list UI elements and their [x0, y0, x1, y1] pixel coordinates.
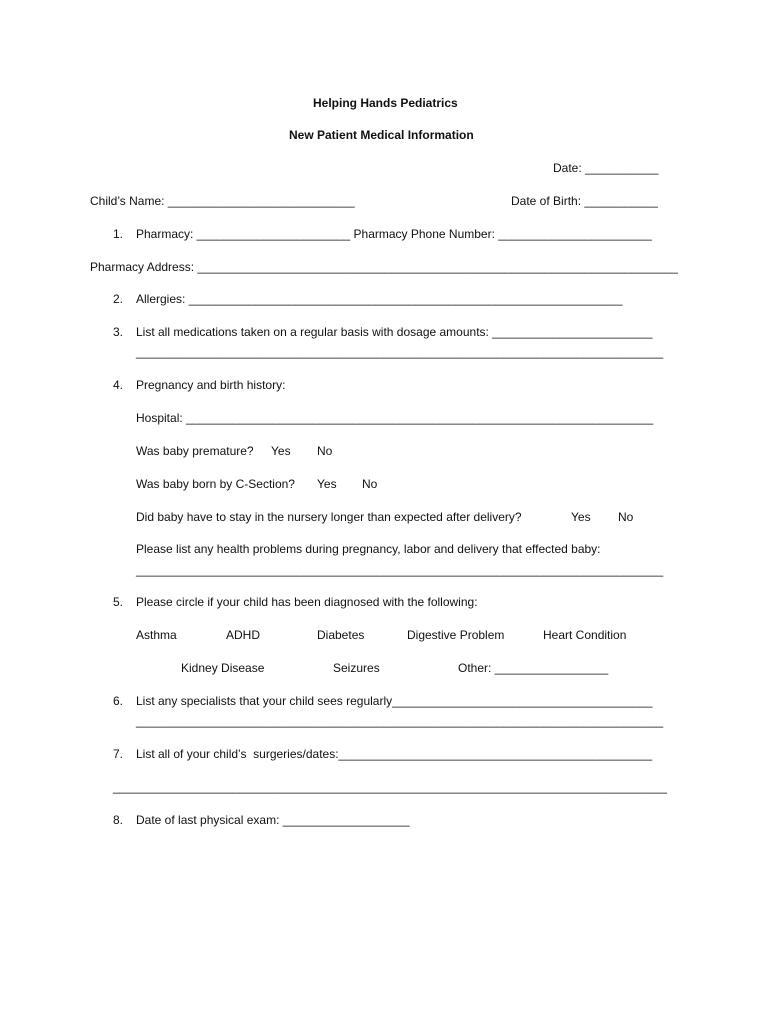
- item-number-5: 5.: [113, 595, 124, 609]
- premature-yes-option[interactable]: Yes: [271, 444, 291, 458]
- premature-question: Was baby premature?: [136, 444, 254, 458]
- item-number-6: 6.: [113, 694, 124, 708]
- allergies-field[interactable]: Allergies: _________________________________________________________________: [136, 292, 623, 306]
- specialists-line-2[interactable]: _______________________________________________________________________________: [136, 714, 664, 728]
- date-field[interactable]: Date: ___________: [553, 161, 659, 175]
- csection-no-option[interactable]: No: [362, 477, 378, 491]
- hospital-field[interactable]: Hospital: ______________________________________________________________________: [136, 411, 654, 425]
- condition-other-field[interactable]: Other: _________________: [458, 661, 609, 675]
- surgeries-line-2[interactable]: ___________________________________________________________________________________: [113, 780, 667, 794]
- item-number-3: 3.: [113, 325, 124, 339]
- item-number-8: 8.: [113, 813, 124, 827]
- condition-seizures[interactable]: Seizures: [333, 661, 380, 675]
- condition-asthma[interactable]: Asthma: [136, 628, 177, 642]
- health-problems-line-2[interactable]: _______________________________________________________________________________: [136, 563, 664, 577]
- form-title: New Patient Medical Information: [289, 128, 474, 142]
- condition-digestive-problem[interactable]: Digestive Problem: [407, 628, 505, 642]
- physical-exam-field[interactable]: Date of last physical exam: ___________________: [136, 813, 410, 827]
- item-number-4: 4.: [113, 378, 124, 392]
- condition-heart-condition[interactable]: Heart Condition: [543, 628, 627, 642]
- health-problems-question: Please list any health problems during pregnancy, labor and delivery that effected baby:: [136, 542, 601, 556]
- item-number-1: 1.: [113, 227, 124, 241]
- nursery-no-option[interactable]: No: [618, 510, 634, 524]
- date-of-birth-field[interactable]: Date of Birth: ___________: [511, 194, 658, 208]
- practice-name: Helping Hands Pediatrics: [313, 96, 458, 110]
- nursery-question: Did baby have to stay in the nursery longer than expected after delivery?: [136, 510, 522, 524]
- diagnosed-heading: Please circle if your child has been diagnosed with the following:: [136, 595, 478, 609]
- item-number-7: 7.: [113, 747, 124, 761]
- specialists-field[interactable]: List any specialists that your child sees regularly_______________________________________: [136, 694, 653, 708]
- premature-no-option[interactable]: No: [317, 444, 333, 458]
- medications-line-2[interactable]: _______________________________________________________________________________: [136, 345, 664, 359]
- childs-name-field[interactable]: Child’s Name: ____________________________: [90, 194, 355, 208]
- pregnancy-heading: Pregnancy and birth history:: [136, 378, 286, 392]
- condition-kidney-disease[interactable]: Kidney Disease: [181, 661, 265, 675]
- condition-adhd[interactable]: ADHD: [226, 628, 261, 642]
- medications-field[interactable]: List all medications taken on a regular basis with dosage amounts: ________________________: [136, 325, 653, 339]
- csection-question: Was baby born by C-Section?: [136, 477, 295, 491]
- pharmacy-field[interactable]: Pharmacy: _______________________ Pharmacy Phone Number: _______________________: [136, 227, 652, 241]
- surgeries-field[interactable]: List all of your child’s surgeries/dates:_______________________________________________: [136, 747, 653, 761]
- csection-yes-option[interactable]: Yes: [317, 477, 337, 491]
- condition-diabetes[interactable]: Diabetes: [317, 628, 365, 642]
- item-number-2: 2.: [113, 292, 124, 306]
- nursery-yes-option[interactable]: Yes: [571, 510, 591, 524]
- pharmacy-address-field[interactable]: Pharmacy Address: ________________________________________________________________________: [90, 260, 678, 274]
